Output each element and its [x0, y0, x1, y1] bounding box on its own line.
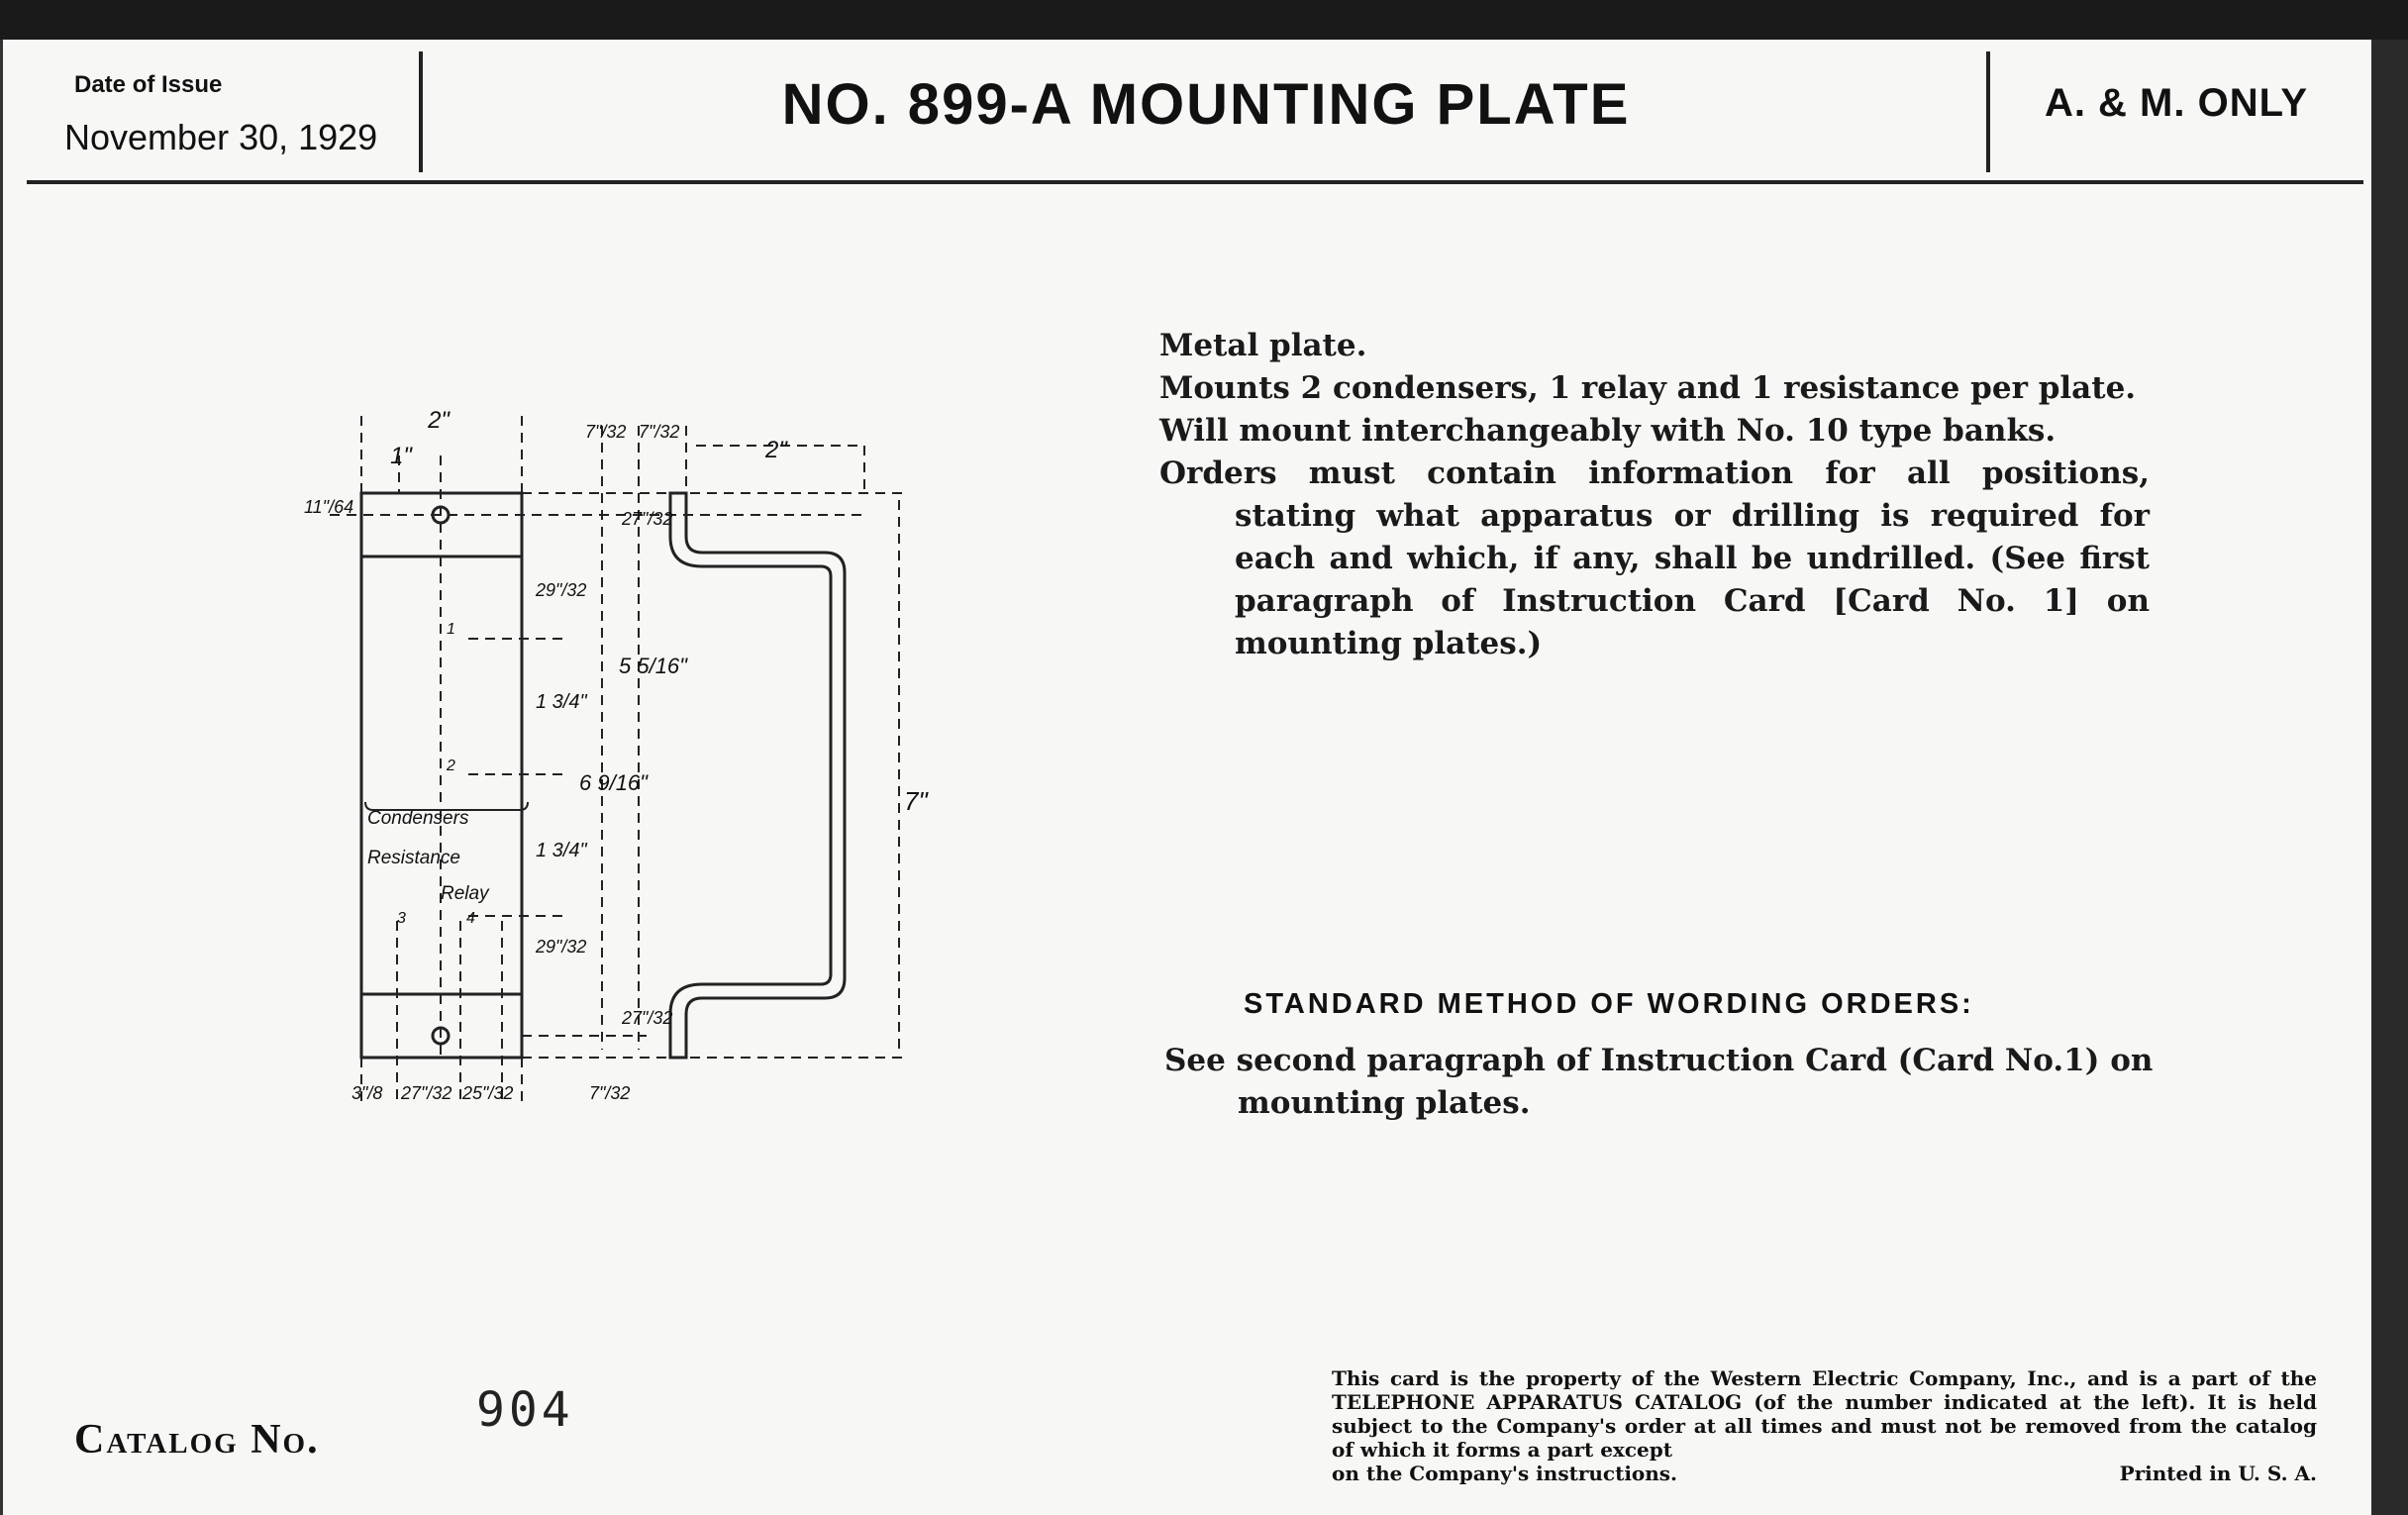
catalog-number: 904 [476, 1382, 574, 1438]
ownership-notice [1332, 1366, 2317, 1485]
catalog-label: Catalog No. [74, 1417, 320, 1463]
description-line: Metal plate. [1159, 328, 1367, 363]
notice-tail-left: on the Company's instructions. [1332, 1462, 1678, 1485]
label-condensers: Condensers [367, 808, 469, 829]
dim-1-3-4-top: 1 3/4" [536, 691, 587, 713]
dim-flange-a: 7"/32 [585, 422, 627, 442]
header-rule [27, 180, 2363, 184]
header-divider-right [1986, 51, 1990, 172]
dim-6-9-16: 6 9/16" [579, 770, 648, 795]
notice-tail [1332, 1462, 2317, 1485]
method-text: See second paragraph of Instruction Card (Card No.1) on mounting plates. [1164, 1043, 2154, 1121]
mounting-plate-drawing [270, 366, 983, 1159]
dim-hole-offset: 1" [390, 443, 412, 469]
dim-27-top: 27"/32 [622, 509, 673, 529]
dim-flange-b: 7"/32 [639, 422, 680, 442]
position-4: 4 [466, 910, 475, 927]
dim-3-8: 3"/8 [351, 1083, 383, 1103]
notice-text: This card is the property of the Western Electric Company, Inc., and is a part of the TELEPHONE APPARATUS CATALOG (of the number indicated at the left). It is held subject to the Company's order at all times and must not be removed from the catalog of which it forms a part except [1332, 1366, 2317, 1462]
position-3: 3 [397, 910, 406, 927]
restriction-label: A. & M. ONLY [2044, 81, 2309, 125]
plate-side-profile [670, 493, 845, 1058]
catalog-card [0, 40, 2374, 1515]
header-divider-left [419, 51, 423, 172]
label-resistance: Resistance [367, 848, 460, 868]
date-of-issue-label: Date of Issue [74, 71, 223, 98]
position-1: 1 [447, 621, 455, 638]
dim-27-bottom: 27"/32 [622, 1008, 673, 1028]
card-edge-shadow [2371, 40, 2408, 1515]
position-2: 2 [447, 758, 455, 774]
dim-25-32-bottom: 25"/32 [462, 1083, 514, 1103]
dim-1-3-4-bottom: 1 3/4" [536, 840, 587, 861]
dim-7-32-bottom: 7"/32 [589, 1083, 631, 1103]
card-header [3, 40, 2374, 178]
method-title: STANDARD METHOD OF WORDING ORDERS: [1244, 988, 1974, 1020]
page-title: NO. 899-A MOUNTING PLATE [781, 72, 1631, 137]
date-of-issue-value: November 30, 1929 [64, 117, 378, 157]
description-line: Will mount interchangeably with No. 10 type banks. [1159, 413, 2057, 449]
dim-top-width: 2" [428, 407, 450, 434]
dim-top-hole: 11"/64 [304, 497, 354, 517]
dim-total-height: 7" [904, 786, 928, 816]
description-line: Mounts 2 condensers, 1 relay and 1 resistance per plate. [1159, 370, 2137, 406]
dim-5-5-16: 5 5/16" [619, 654, 687, 678]
label-relay: Relay [441, 883, 489, 904]
dim-29-top: 29"/32 [536, 580, 587, 600]
description-orders: Orders must contain information for all positions, stating what apparatus or drilling is required for each and which, if any, shall be undrilled. (See first paragraph of Instruction Card [Card No. 1] on mounting plates.) [1159, 455, 2150, 661]
dim-27-32-bottom: 27"/32 [401, 1083, 452, 1103]
description-block [1159, 325, 2150, 665]
dim-side-width: 2" [765, 437, 787, 463]
printed-in: Printed in U. S. A. [2119, 1462, 2317, 1485]
dim-29-bottom: 29"/32 [536, 937, 587, 957]
